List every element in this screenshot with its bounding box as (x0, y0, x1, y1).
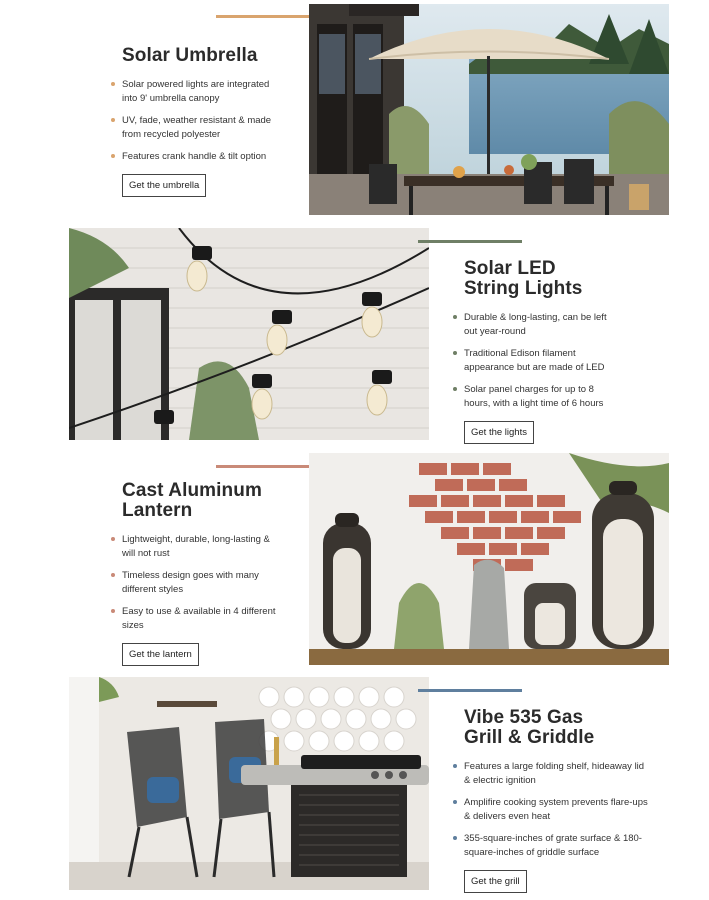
page-title (464, 708, 648, 748)
page-title (122, 481, 276, 521)
page-title (122, 46, 276, 66)
list-item: Durable & long-lasting, can be left out year-round (453, 311, 618, 339)
list-item: UV, fade, weather resistant & made from recycled polyester (111, 114, 276, 142)
title-line: Solar LED (464, 258, 556, 279)
bullet-dot (111, 82, 115, 86)
title-line: Grill & Griddle (464, 727, 595, 748)
lantern-photo[interactable] (309, 453, 669, 665)
list-item: Lightweight, durable, long-lasting & will not rust (111, 533, 276, 561)
lantern-text-block (122, 481, 276, 666)
accent-bar (418, 689, 522, 692)
list-item: Solar panel charges for up to 8 hours, with a light time of 6 hours (453, 383, 618, 411)
accent-bar (216, 465, 321, 468)
list-item: Traditional Edison filament appearance but are made of LED (453, 347, 618, 375)
umbrella-photo[interactable] (309, 4, 669, 215)
section-lantern (0, 450, 709, 670)
bullet-dot (111, 118, 115, 122)
section-solar-umbrella (0, 0, 709, 225)
accent-bar (418, 240, 522, 243)
accent-bar (216, 15, 321, 18)
grill-text-block (464, 708, 648, 893)
title-line: Cast Aluminum (122, 480, 262, 501)
feature-list (122, 78, 276, 164)
list-item: Features a large folding shelf, hideaway lid & electric ignition (453, 760, 648, 788)
get-umbrella-button[interactable]: Get the umbrella (122, 174, 206, 197)
section-grill (0, 674, 709, 896)
bullet-dot (111, 609, 115, 613)
feature-list (464, 311, 618, 411)
lights-text-block (464, 259, 618, 444)
page-title (464, 259, 618, 299)
bullet-dot (453, 387, 457, 391)
list-item: Amplifire cooking system prevents flare-ups & delivers even heat (453, 796, 648, 824)
bullet-dot (453, 315, 457, 319)
list-item: Timeless design goes with many different styles (111, 569, 276, 597)
title-line: Vibe 535 Gas (464, 707, 584, 728)
bullet-dot (453, 351, 457, 355)
list-item: Solar powered lights are integrated into 9' umbrella canopy (111, 78, 276, 106)
list-item: 355-square-inches of grate surface & 180-square-inches of griddle surface (453, 832, 648, 860)
list-item: Easy to use & available in 4 different sizes (111, 605, 276, 633)
title-line: Lantern (122, 500, 193, 521)
get-grill-button[interactable]: Get the grill (464, 870, 527, 893)
section-string-lights (0, 226, 709, 446)
list-item: Features crank handle & tilt option (111, 150, 276, 164)
title-line: String Lights (464, 278, 583, 299)
string-lights-photo[interactable] (69, 228, 429, 440)
bullet-dot (111, 573, 115, 577)
bullet-dot (111, 537, 115, 541)
umbrella-text-block (122, 46, 276, 197)
grill-photo[interactable] (69, 677, 429, 890)
get-lights-button[interactable]: Get the lights (464, 421, 534, 444)
bullet-dot (453, 800, 457, 804)
feature-list (464, 760, 648, 860)
bullet-dot (111, 154, 115, 158)
bullet-dot (453, 836, 457, 840)
bullet-dot (453, 764, 457, 768)
feature-list (122, 533, 276, 633)
get-lantern-button[interactable]: Get the lantern (122, 643, 199, 666)
title-line: Solar Umbrella (122, 45, 258, 66)
